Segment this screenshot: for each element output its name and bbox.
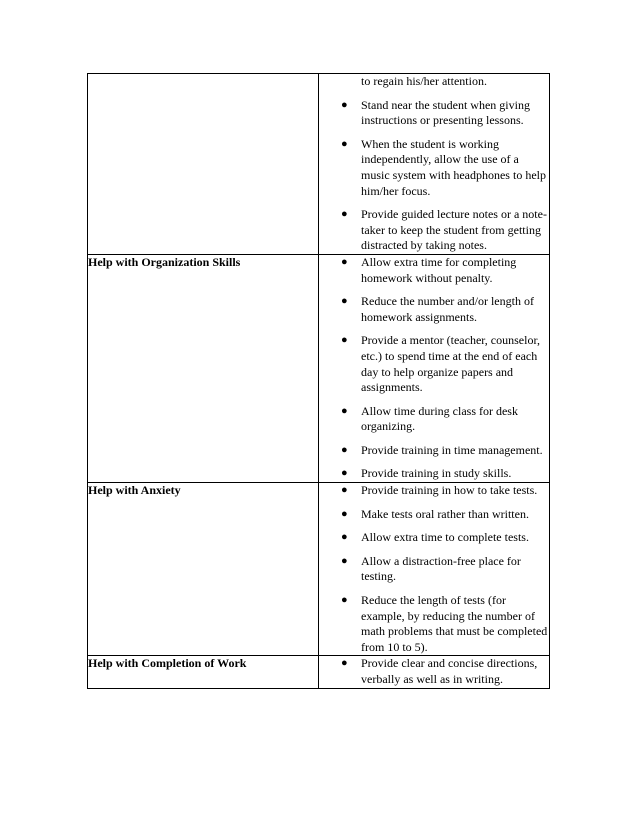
list-item: ● Allow a distraction-free place for testing. (341, 553, 521, 584)
bullet-icon: ● (341, 507, 348, 520)
list-item: ● Provide training in time management. (341, 442, 543, 457)
table-row (88, 656, 550, 688)
bullet-icon: ● (341, 594, 348, 607)
table-row (88, 254, 550, 482)
table-row (88, 483, 550, 656)
bullet-icon: ● (341, 255, 348, 268)
list-item: ● Make tests oral rather than written. (341, 506, 529, 521)
accommodations-table (87, 73, 550, 689)
accommodation-list (319, 255, 549, 482)
items-cell (319, 483, 550, 656)
list-item: ● Stand near the student when giving instructions or presenting lessons. (341, 97, 530, 128)
items-cell (319, 74, 550, 255)
list-item: ● Allow extra time for completing homework without penalty. (341, 254, 517, 285)
bullet-icon: ● (341, 137, 348, 150)
list-item: ● Allow extra time to complete tests. (341, 530, 529, 545)
bullet-icon: ● (341, 657, 348, 670)
bullet-icon: ● (341, 531, 348, 544)
category-cell: Help with Completion of Work (88, 656, 319, 688)
category-cell: Help with Anxiety (88, 483, 319, 656)
bullet-icon: ● (341, 467, 348, 480)
list-item: ● Provide guided lecture notes or a note-taker to keep the student from getting distracted by taking notes. (341, 207, 547, 253)
bullet-icon: ● (341, 295, 348, 308)
bullet-icon: ● (341, 404, 348, 417)
list-item: ● Allow time during class for desk organizing. (341, 403, 518, 434)
list-item: ● Provide a mentor (teacher, counselor, etc.) to spend time at the end of each day to help organize papers and assignments. (341, 333, 540, 395)
items-cell (319, 656, 550, 688)
bullet-icon: ● (341, 208, 348, 221)
category-cell: Help with Organization Skills (88, 254, 319, 482)
accommodation-list (319, 656, 549, 687)
list-item: ● Provide clear and concise directions, verbally as well as in writing. (341, 656, 538, 686)
list-item: ● Reduce the number and/or length of homework assignments. (341, 294, 534, 324)
list-item: ● Reduce the length of tests (for example, by reducing the number of math problems that must be completed from 10 to 5). (341, 593, 548, 654)
list-item: ● Provide training in study skills. (341, 466, 512, 481)
bullet-icon: ● (341, 554, 348, 567)
continued-text: to regain his/her attention. (361, 74, 487, 88)
bullet-icon: ● (341, 443, 348, 456)
list-item: ● Provide training in how to take tests. (341, 483, 538, 498)
bullet-icon: ● (341, 98, 348, 111)
category-cell-empty (88, 74, 319, 255)
accommodation-list (319, 98, 549, 254)
accommodation-list (319, 483, 549, 655)
bullet-icon: ● (341, 334, 348, 347)
items-cell (319, 254, 550, 482)
bullet-icon: ● (341, 484, 348, 497)
table-row (88, 74, 550, 255)
list-item: ● When the student is working independently, allow the use of a music system with headphones to help him/her focus. (341, 136, 546, 198)
